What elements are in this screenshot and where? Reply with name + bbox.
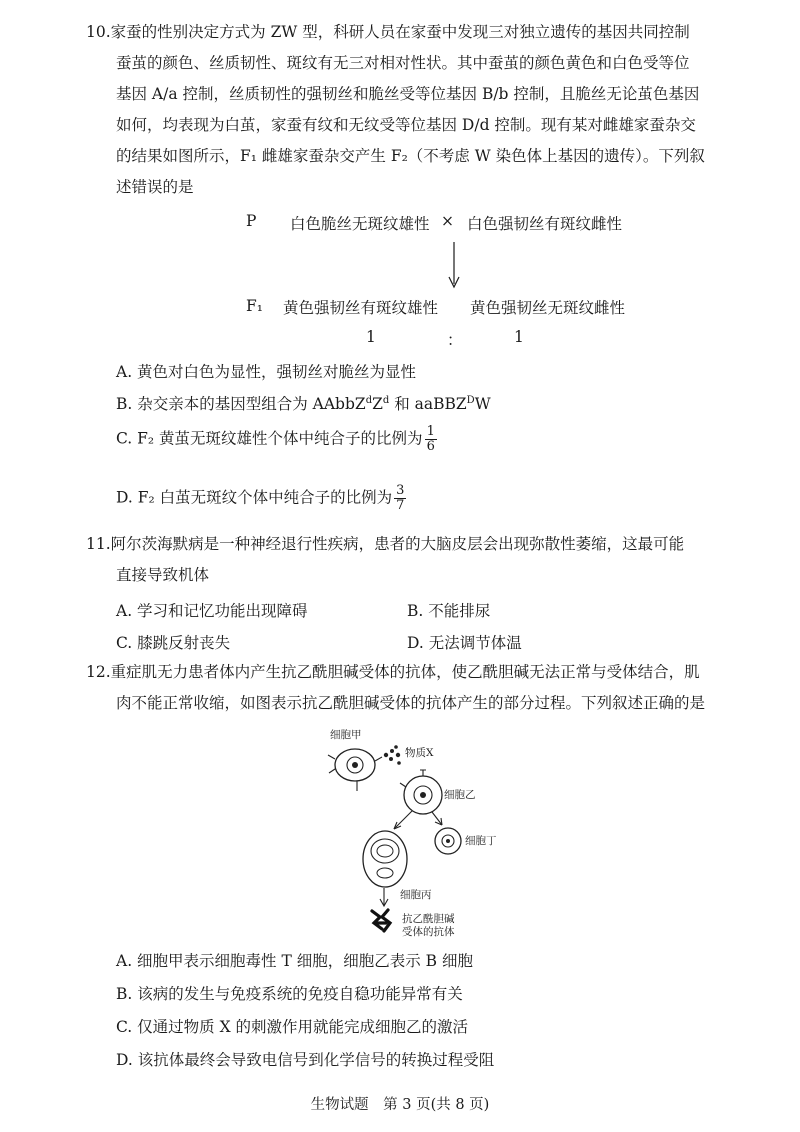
cell-jia-drawing: [328, 749, 382, 791]
q11-option-c: C. 膝跳反射丧失: [116, 634, 231, 652]
q10-stem-line: 如何，均表现为白茧，家蚕有纹和无纹受等位基因 D/d 控制。现有某对雌雄家蚕杂交: [116, 116, 696, 134]
cross-times-sign: ×: [441, 212, 454, 230]
genotype-superscript: D: [466, 394, 475, 406]
q10-stem-line: 的结果如图所示，F₁ 雌雄家蚕杂交产生 F₂（不考虑 W 染色体上基因的遗传）。下列叙: [116, 147, 705, 165]
cross-f1-label: F₁: [246, 297, 263, 315]
cell-ding-label: 细胞丁: [465, 835, 497, 847]
q10-option-c-text: C. F₂ 黄茧无斑纹雄性个体中纯合子的比例为: [116, 429, 423, 448]
q12-option-b: B. 该病的发生与免疫系统的免疫自稳功能异常有关: [116, 985, 463, 1003]
q10-option-d-text: D. F₂ 白茧无斑纹个体中纯合子的比例为: [116, 488, 393, 507]
cell-yi-label: 细胞乙: [444, 789, 476, 801]
question-12: [86, 657, 746, 719]
antibody-drawing: [372, 910, 390, 931]
q10-stem-line: 述错误的是: [116, 178, 194, 196]
q10-option-b-mid: Z: [372, 395, 383, 413]
q12-option-c: C. 仅通过物质 X 的刺激作用就能完成细胞乙的激活: [116, 1018, 469, 1036]
q12-stem-line: 肉不能正常收缩，如图表示抗乙酰胆碱受体的抗体产生的部分过程。下列叙述正确的是: [116, 694, 706, 712]
q10-option-c: [116, 425, 437, 454]
cross-p-female: 白色强韧丝有斑纹雌性: [467, 215, 623, 233]
cross-p-label: P: [246, 212, 257, 230]
fraction-numerator: 1: [426, 424, 435, 439]
cross-p-male: 白色脆丝无斑纹雄性: [290, 215, 430, 233]
q10-option-b-and: 和 aaBBZ: [389, 395, 467, 413]
q11-option-b: B. 不能排尿: [407, 602, 491, 620]
q11-option-d: D. 无法调节体温: [407, 634, 522, 652]
cell-yi-drawing: [400, 770, 442, 814]
cross-ratio-colon: ：: [447, 331, 463, 349]
q11-stem-line: 11.阿尔茨海默病是一种神经退行性疾病，患者的大脑皮层会出现弥散性萎缩，这最可能: [86, 535, 685, 553]
question-10: [86, 17, 746, 203]
genotype-superscript: d: [382, 394, 390, 406]
substance-x-label: 物质X: [405, 747, 434, 759]
cross-f1-male: 黄色强韧丝有斑纹雄性: [283, 299, 439, 317]
cell-bing-label: 细胞丙: [400, 889, 432, 901]
q12-option-d: D. 该抗体最终会导致电信号到化学信号的转换过程受阻: [116, 1051, 495, 1069]
cross-f1-female: 黄色强韧丝无斑纹雌性: [470, 299, 626, 317]
fraction-numerator: 3: [396, 483, 405, 498]
q10-option-b: [116, 392, 491, 414]
q10-option-d: [116, 484, 406, 513]
q10-stem-line: 基因 A/a 控制，丝质韧性的强韧丝和脆丝受等位基因 B/b 控制，且脆丝无论茧色基因: [116, 85, 700, 103]
q12-stem-line: 12.重症肌无力患者体内产生抗乙酰胆碱受体的抗体，使乙酰胆碱无法正常与受体结合，肌: [86, 663, 700, 681]
q10-option-b-end: W: [474, 395, 491, 413]
q11-option-a: A. 学习和记忆功能出现障碍: [116, 602, 308, 620]
q10-stem-line: 10.家蚕的性别决定方式为 ZW 型，科研人员在家蚕中发现三对独立遗传的基因共同控制: [86, 23, 690, 41]
substance-x-dots: [384, 745, 401, 765]
q10-option-a: A. 黄色对白色为显性，强韧丝对脆丝为显性: [116, 363, 417, 381]
q10-option-b-prefix: B. 杂交亲本的基因型组合为 AAbbZ: [116, 395, 366, 413]
fraction-denominator: 6: [426, 439, 435, 454]
antibody-label-line2: 受体的抗体: [402, 926, 455, 938]
cross-arrow: [447, 240, 461, 290]
cross-ratio-right: 1: [514, 328, 524, 346]
antibody-label-line1: 抗乙酰胆碱: [402, 913, 455, 925]
q11-stem-line: 直接导致机体: [116, 566, 210, 584]
cell-bing-drawing: [363, 831, 407, 887]
immune-process-diagram: [320, 725, 497, 940]
q10-stem-line: 蚕茧的颜色、丝质韧性、斑纹有无三对相对性状。其中蚕茧的颜色黄色和白色受等位: [116, 54, 690, 72]
genotype-superscript: d: [365, 394, 373, 406]
cross-ratio-left: 1: [366, 328, 376, 346]
fraction: [425, 425, 437, 454]
page-footer: 生物试题 第 3 页(共 8 页): [310, 1097, 490, 1113]
fraction: [394, 484, 406, 513]
fraction-denominator: 7: [396, 498, 405, 513]
question-11: [86, 529, 746, 591]
cell-jia-label: 细胞甲: [330, 729, 362, 741]
q12-option-a: A. 细胞甲表示细胞毒性 T 细胞，细胞乙表示 B 细胞: [116, 952, 473, 970]
cell-ding-drawing: [435, 828, 461, 854]
